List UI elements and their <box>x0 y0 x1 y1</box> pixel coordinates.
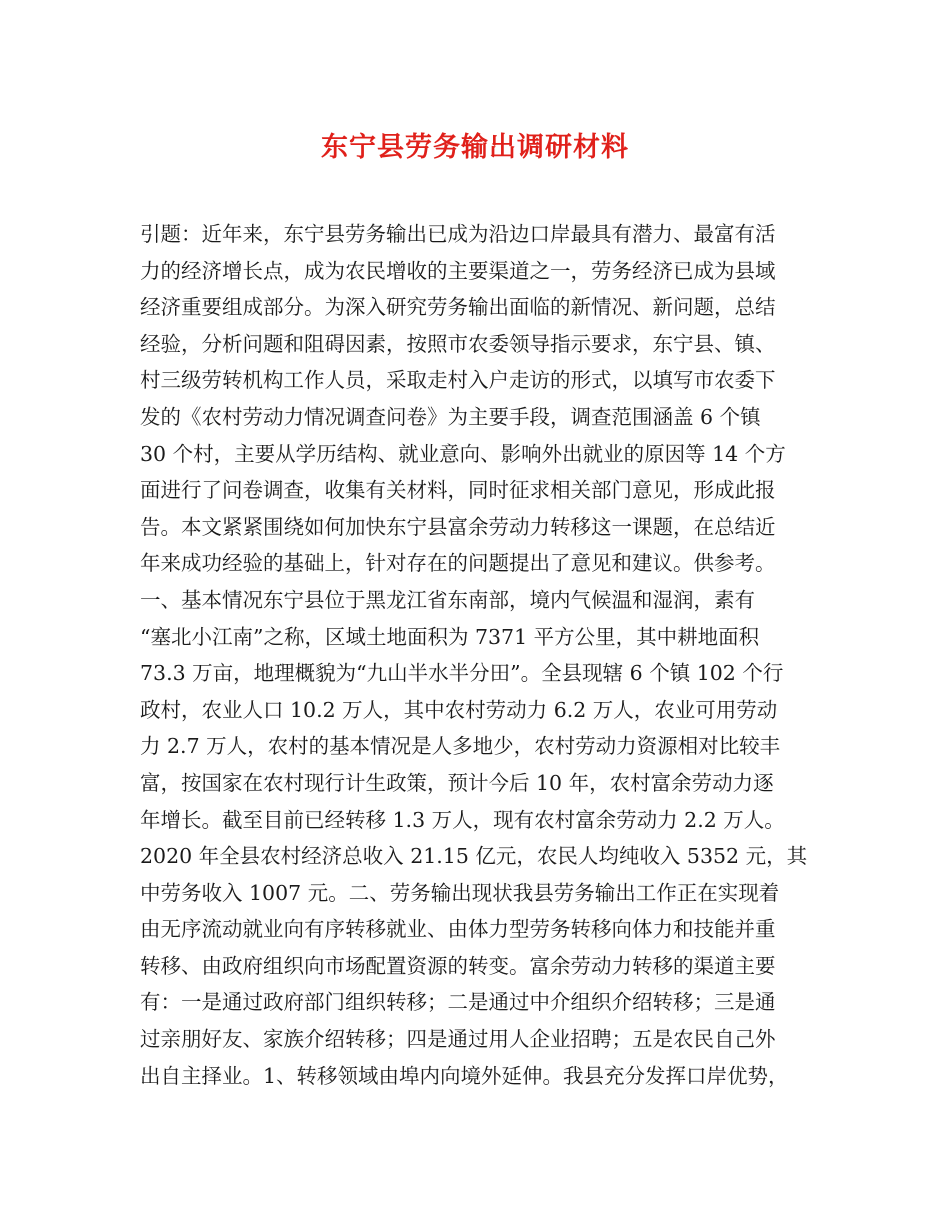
body-line: 经济重要组成部分。为深入研究劳务输出面临的新情况、新问题，总结 <box>140 295 776 320</box>
body-line: 年增长。截至目前已经转移 1.3 万人，现有农村富余劳动力 2.2 万人。 <box>140 807 785 832</box>
body-line: 有：一是通过政府部门组织转移；二是通过中介组织介绍转移；三是通 <box>140 990 776 1015</box>
body-line: 政村，农业人口 10.2 万人，其中农村劳动力 6.2 万人，农业可用劳动 <box>140 697 778 722</box>
body-line: 告。本文紧紧围绕如何加快东宁县富余劳动力转移这一课题，在总结近 <box>140 514 776 539</box>
body-line: 发的《农村劳动力情况调查问卷》为主要手段，调查范围涵盖 6 个镇 <box>140 404 761 429</box>
body-line: 30 个村，主要从学历结构、就业意向、影响外出就业的原因等 14 个方 <box>140 441 786 466</box>
document-title: 东宁县劳务输出调研材料 <box>321 132 629 163</box>
body-line: 一、基本情况东宁县位于黑龙江省东南部，境内气候温和湿润，素有 <box>140 587 755 612</box>
body-line: 73.3 万亩，地理概貌为“九山半水半分田”。全县现辖 6 个镇 102 个行 <box>140 661 784 686</box>
document-body <box>140 216 830 1094</box>
body-line: 中劳务收入 1007 元。二、劳务输出现状我县劳务输出工作正在实现着 <box>140 880 780 905</box>
body-line: 富，按国家在农村现行计生政策，预计今后 10 年，农村富余劳动力逐 <box>140 770 774 795</box>
body-line: 面进行了问卷调查，收集有关材料，同时征求相关部门意见，形成此报 <box>140 478 776 503</box>
body-line: 出自主择业。1、转移领域由埠内向境外延伸。我县充分发挥口岸优势， <box>140 1063 789 1088</box>
body-line: 经验，分析问题和阻碍因素，按照市农委领导指示要求，东宁县、镇、 <box>140 331 776 356</box>
body-line: 村三级劳转机构工作人员，采取走村入户走访的形式，以填写市农委下 <box>140 368 776 393</box>
body-line: 由无序流动就业向有序转移就业、由体力型劳务转移向体力和技能并重 <box>140 917 776 942</box>
body-line: 引题：近年来，东宁县劳务输出已成为沿边口岸最具有潜力、最富有活 <box>140 222 776 246</box>
body-line: 力的经济增长点，成为农民增收的主要渠道之一，劳务经济已成为县域 <box>140 258 776 283</box>
body-line: 转移、由政府组织向市场配置资源的转变。富余劳动力转移的渠道主要 <box>140 953 776 978</box>
body-line: 年来成功经验的基础上，针对存在的问题提出了意见和建议。供参考。 <box>140 551 776 576</box>
body-line: 2020 年全县农村经济总收入 21.15 亿元，农民人均纯收入 5352 元，其 <box>140 844 808 869</box>
body-line: 力 2.7 万人，农村的基本情况是人多地少，农村劳动力资源相对比较丰 <box>140 734 781 759</box>
body-line: 过亲朋好友、家族介绍转移；四是通过用人企业招聘；五是农民自己外 <box>140 1027 776 1052</box>
body-line: “塞北小江南”之称，区域土地面积为 7371 平方公里，其中耕地面积 <box>140 624 760 649</box>
